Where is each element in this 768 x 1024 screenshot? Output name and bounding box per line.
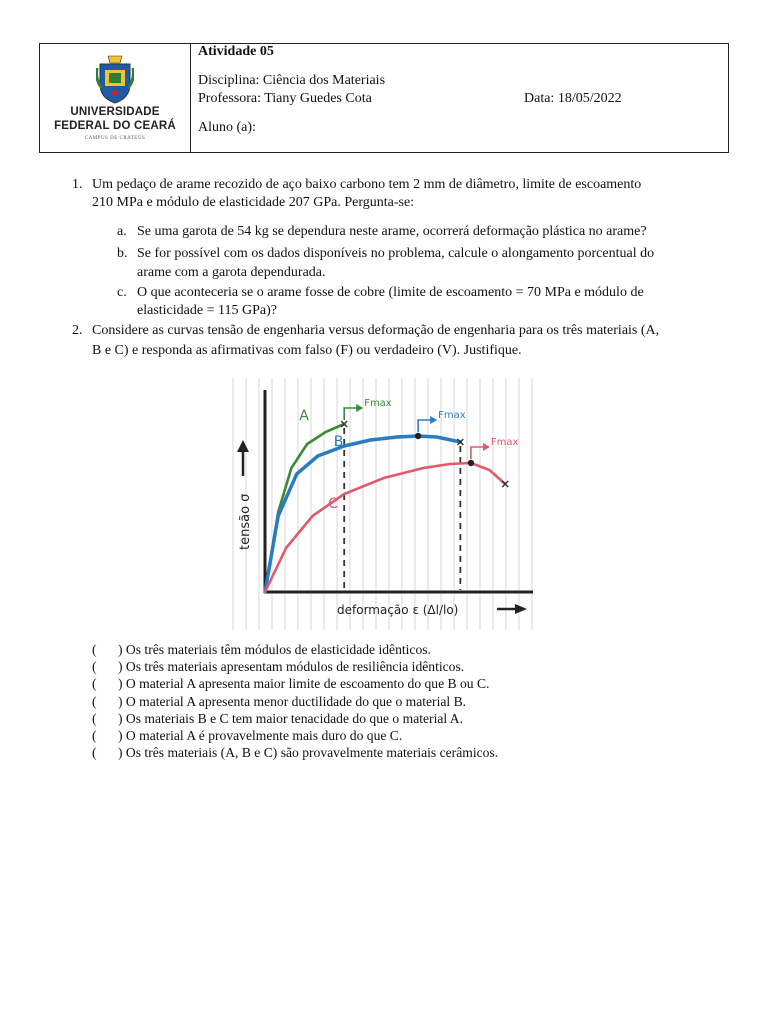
statement-text: ) Os materiais B e C tem maior tenacidade do que o material A.: [118, 710, 464, 726]
activity-title: Atividade 05: [198, 44, 274, 59]
discipline: Disciplina: Ciência dos Materiais: [198, 73, 386, 88]
x-axis-label: deformação ε (Δl/lo): [337, 603, 459, 617]
q1-line-1: Um pedaço de arame recozido de aço baixo carbono tem 2 mm de diâmetro, limite de escoamento: [92, 177, 642, 192]
q2-number: 2.: [72, 323, 83, 338]
fmax-label-c: Fmax: [490, 437, 519, 448]
fmax-label-b: Fmax: [438, 410, 466, 421]
series-label-b: B: [333, 434, 344, 450]
q1c-line-2: elasticidade = 115 GPa)?: [137, 303, 277, 318]
date: Data: 18/05/2022: [524, 91, 622, 106]
q1b-line-1: Se for possível com os dados disponíveis no problema, calcule o alongamento porcentual do: [137, 246, 655, 261]
statement-text: ) O material A apresenta maior limite de escoamento do que B ou C.: [118, 676, 490, 692]
max-point-c: [468, 460, 474, 466]
header-info: [198, 44, 728, 152]
statement-text: ) Os três materiais têm módulos de elasticidade idênticos.: [118, 642, 431, 657]
q1c-label: c.: [117, 285, 127, 300]
statement-paren[interactable]: (: [92, 676, 97, 692]
statement-text: ) O material A apresenta menor ductilidade do que o material B.: [118, 693, 467, 709]
q1a-label: a.: [117, 224, 127, 239]
stress-strain-chart: [229, 378, 541, 630]
logo-line-2: FEDERAL DO CEARÁ: [54, 120, 176, 132]
statement-text: ) O material A é provavelmente mais duro do que C.: [118, 728, 403, 743]
logo-line-1: UNIVERSIDADE: [70, 106, 160, 118]
teacher: Professora: Tiany Guedes Cota: [198, 91, 372, 106]
student-field: Aluno (a):: [198, 120, 256, 135]
q1c-line-1: O que aconteceria se o arame fosse de cobre (limite de escoamento = 70 MPa e módulo de: [137, 285, 644, 300]
series-label-c: C: [328, 496, 338, 512]
statement-paren[interactable]: (: [92, 642, 97, 657]
fmax-label-a: Fmax: [364, 398, 392, 409]
q1a-text: Se uma garota de 54 kg se dependura neste arame, ocorrerá deformação plástica no arame?: [137, 224, 647, 239]
header-box: [39, 43, 729, 153]
university-logo: [40, 44, 191, 152]
y-axis-label: tensão σ: [238, 493, 253, 550]
q2-line-1: Considere as curvas tensão de engenharia versus deformação de engenharia para os três materiais (A,: [92, 323, 660, 338]
q1-number: 1.: [72, 177, 83, 192]
q1-line-2: 210 MPa e módulo de elasticidade 207 GPa. Pergunta-se:: [92, 195, 415, 210]
statement-paren[interactable]: (: [92, 693, 97, 709]
logo-line-3: CAMPUS DE CRATEÚS: [84, 136, 146, 141]
statement-text: ) Os três materiais apresentam módulos de resiliência idênticos.: [118, 659, 465, 675]
statement-paren[interactable]: (: [92, 745, 97, 761]
statement-paren[interactable]: (: [92, 728, 97, 743]
q1b-line-2: arame com a garota dependurada.: [137, 265, 326, 280]
q2-line-2: B e C) e responda as afirmativas com falso (F) ou verdadeiro (V). Justifique.: [92, 343, 522, 358]
max-point-b: [415, 433, 421, 439]
statement-text: ) Os três materiais (A, B e C) são provavelmente materiais cerâmicos.: [118, 745, 499, 761]
statement-paren[interactable]: (: [92, 710, 97, 726]
statement-paren[interactable]: (: [92, 659, 97, 675]
crest-icon: [96, 54, 134, 104]
q1b-label: b.: [117, 246, 128, 261]
series-label-a: A: [299, 408, 309, 424]
